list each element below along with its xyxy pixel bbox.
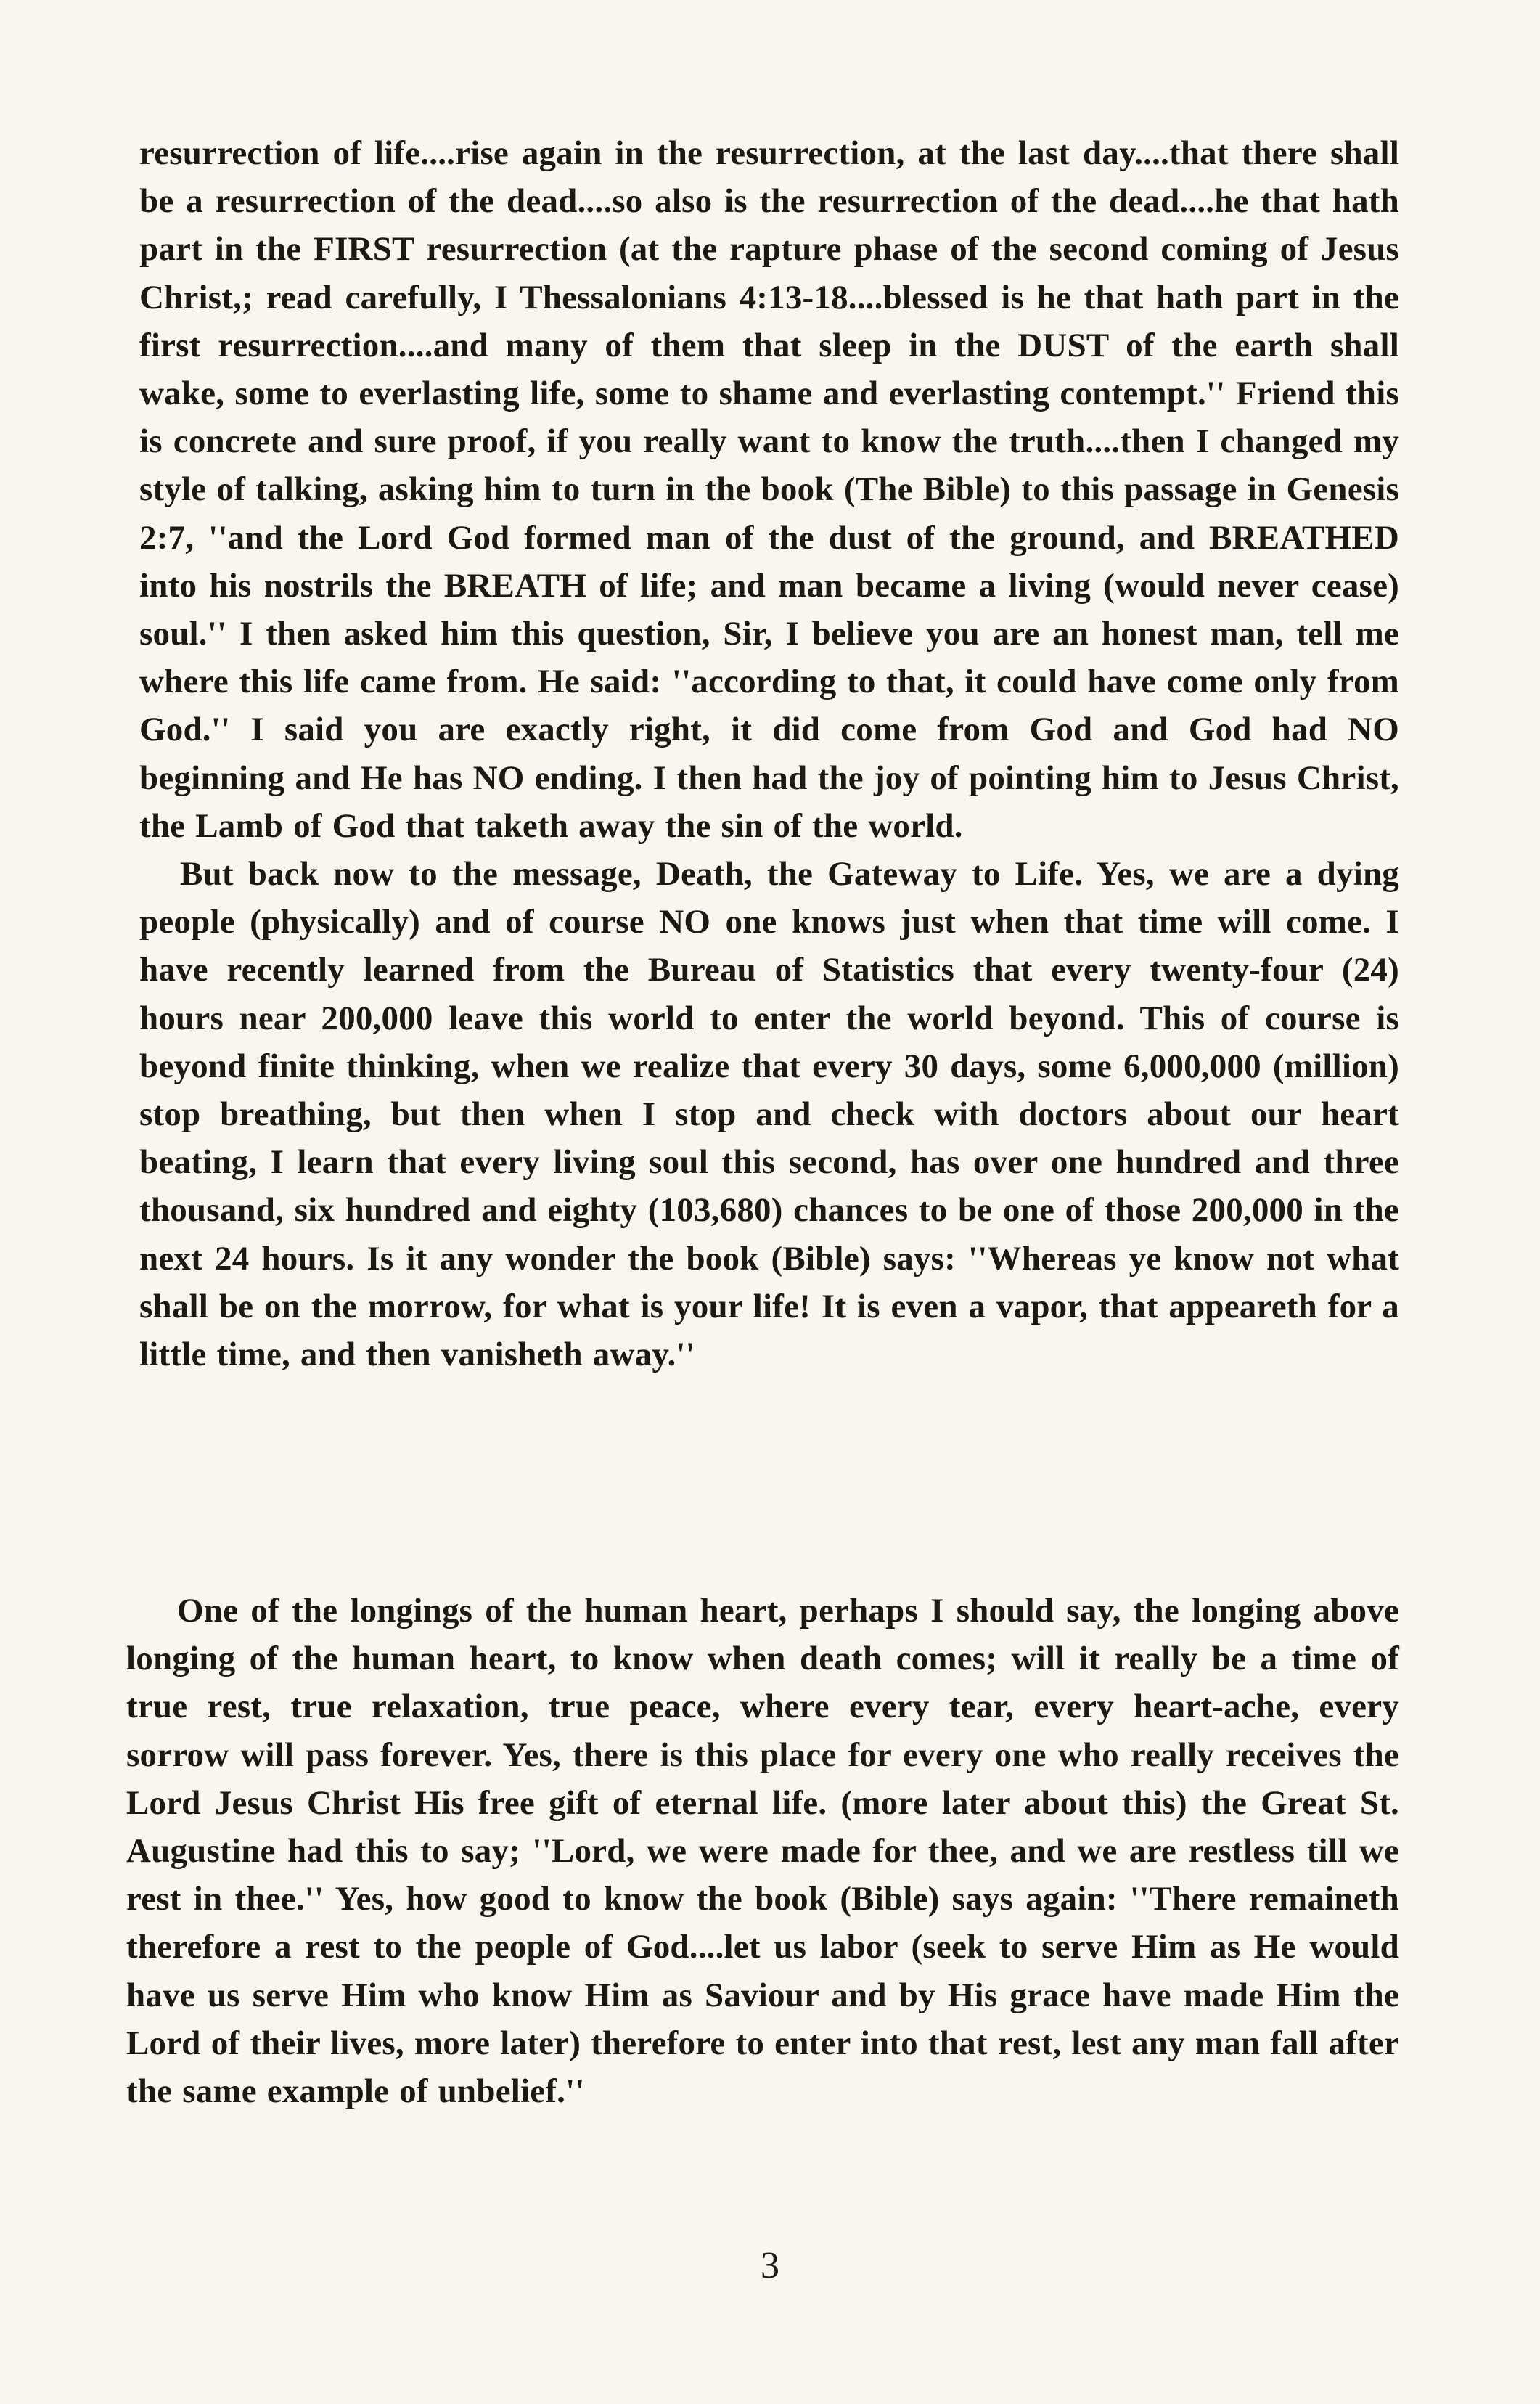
paragraph-2: But back now to the message, Death, the Gateway to Life. Yes, we are a dying people (physically) and of course NO one knows just when that time will come. I have recently learned from the Bureau of Statistics that every twenty-four (24) hours near 200,000 leave this world to enter the world beyond. This of course is beyond finite thinking, when we realize that every 30 days, some 6,000,000 (million) stop breathing, but then when I stop and check with doctors about our heart beating, I learn that every living soul this second, has over one hundred and three thousand, six hundred and eighty (103,680) chances to be one of those 200,000 in the next 24 hours. Is it any wonder the book (Bible) says: ''Whereas ye know not what shall be on the morrow, for what is your life! It is even a vapor, that appeareth for a little time, and then vanisheth away.'': [139, 855, 1399, 1374]
text-column: [126, 129, 1399, 2111]
paragraph-3: One of the longings of the human heart, perhaps I should say, the longing above longing of the human heart, to know when death comes; will it really be a time of true rest, true relaxation, true peace, where every tear, every heart-ache, every sorrow will pass forever. Yes, there is this place for every one who really receives the Lord Jesus Christ His free gift of eternal life. (more later about this) the Great St. Augustine had this to say; ''Lord, we were made for thee, and we are restless till we rest in thee.'' Yes, how good to know the book (Bible) says again: ''There remaineth therefore a rest to the people of God....let us labor (seek to serve Him as He would have us serve Him who know Him as Saviour and by His grace have made Him the Lord of their lives, more later) therefore to enter into that rest, lest any man fall after the same example of unbelief.'': [126, 1592, 1399, 2111]
page-number: 3: [761, 2245, 779, 2286]
paragraph-1: resurrection of life....rise again in the resurrection, at the last day....that there shall be a resurrection of the dead....so also is the resurrection of the dead....he that hath part in the FIRST resurrection (at the rapture phase of the second coming of Jesus Christ,; read carefully, I Thessalonians 4:13-18....blessed is he that hath part in the first resurrection....and many of them that sleep in the DUST of the earth shall wake, some to everlasting life, some to shame and everlasting contempt.'' Friend this is concrete and sure proof, if you really want to know the truth....then I changed my style of talking, asking him to turn in the book (The Bible) to this passage in Genesis 2:7, ''and the Lord God formed man of the dust of the ground, and BREATHED into his nostrils the BREATH of life; and man became a living (would never cease) soul.'' I then asked him this question, Sir, I believe you are an honest man, tell me where this life came from. He said: ''according to that, it could have come only from God.'' I said you are exactly right, it did come from God and God had NO beginning and He has NO ending. I then had the joy of pointing him to Jesus Christ, the Lamb of God that taketh away the sin of the world.: [139, 134, 1399, 845]
